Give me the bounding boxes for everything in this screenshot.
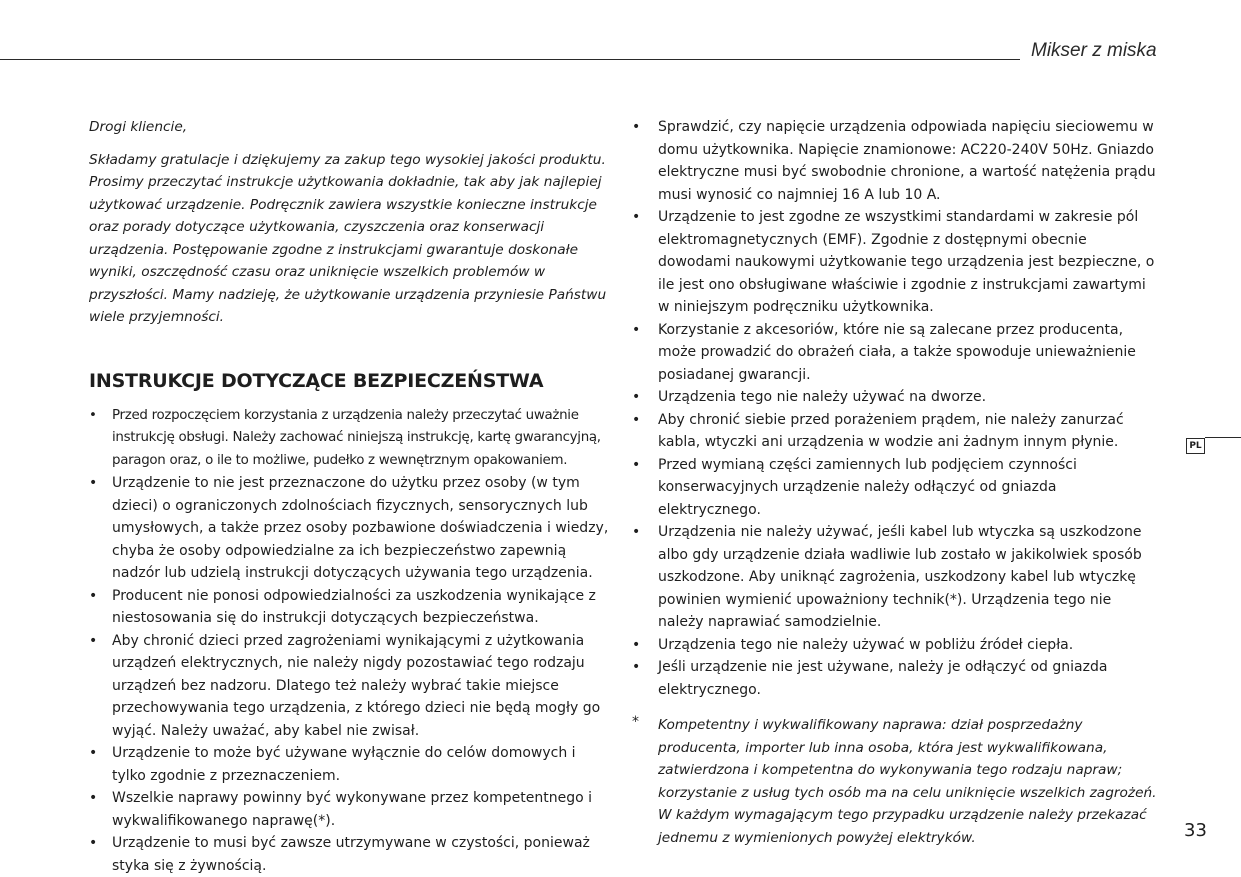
list-item: • Jeśli urządzenie nie jest używane, należy je odłączyć od gniazda elektrycznego.	[632, 656, 1157, 701]
section-title: INSTRUKCJE DOTYCZĄCE BEZPIECZEŃSTWA	[89, 370, 609, 392]
greeting: Drogi kliencie,	[89, 116, 609, 139]
list-item: • Urządzenia nie należy używać, jeśli kabel lub wtyczka są uszkodzone albo gdy urządzenie działa wadliwie lub zostało w jakikolwiek sposób uszkodzone. Aby uniknąć zagrożenia, uszkodzony kabel lub wtyczkę powinien wymienić upoważniony technik(*). Urządzenia tego nie należy naprawiać samodzielnie.	[632, 521, 1157, 634]
list-item: • Producent nie ponosi odpowiedzialności za uszkodzenia wynikające z niestosowania się do instrukcji dotyczących bezpieczeństwa.	[89, 585, 609, 630]
list-item: • Urządzenie to jest zgodne ze wszystkimi standardami w zakresie pól elektromagnetycznych (EMF). Zgodnie z dostępnymi obecnie dowodami naukowymi użytkowanie tego urządzenia jest bezpieczne, o ile jest ono obsługiwane właściwie i zgodnie z instrukcjami zawartymi w niniejszym podręczniku użytkownika.	[632, 206, 1157, 319]
list-item: • Aby chronić siebie przed porażeniem prądem, nie należy zanurzać kabla, wtyczki ani urządzenia w wodzie ani żadnym innym płynie.	[632, 409, 1157, 454]
list-item: • Urządzenie to nie jest przeznaczone do użytku przez osoby (w tym dzieci) o ograniczonych zdolnościach fizycznych, sensorycznych lub umysłowych, a także przez osoby pozbawione doświadczenia i wiedzy, chyba że osoby odpowiedzialne za ich bezpieczeństwo zapewnią nadzór lub udzielą instrukcji dotyczących używania tego urządzenia.	[89, 472, 609, 585]
list-item: • Sprawdzić, czy napięcie urządzenia odpowiada napięciu sieciowemu w domu użytkownika. Napięcie znamionowe: AC220-240V 50Hz. Gniazdo elektryczne musi być swobodnie chronione, a wartość natężenia prądu musi wynosić co najmniej 16 A lub 10 A.	[632, 116, 1157, 206]
footnote-text: Kompetentny i wykwalifikowany naprawa: dział posprzedażny producenta, importer lub inna osoba, która jest wykwalifikowana, zatwierdzona i kompetentna do wykonywania tego rodzaju napraw; korzystanie z usług tych osób ma na celu uniknięcie wszelkich zagrożeń. W każdym wymagającym tego przypadku urządzenie należy przekazać jednemu z wymienionych powyżej elektryków.	[658, 714, 1157, 849]
page-number: 33	[1184, 820, 1207, 841]
footnote-mark: *	[632, 714, 639, 730]
safety-list-left	[89, 405, 609, 877]
list-item: • Korzystanie z akcesoriów, które nie są zalecane przez producenta, może prowadzić do obrażeń ciała, a także spowoduje unieważnienie posiadanej gwarancji.	[632, 319, 1157, 387]
list-item: • Aby chronić dzieci przed zagrożeniami wynikającymi z użytkowania urządzeń elektrycznych, nie należy nigdy pozostawiać tego rodzaju urządzeń bez nadzoru. Dlatego też należy wybrać takie miejsce przechowywania tego urządzenia, z którego dzieci nie będą mogły go wyjąć. Należy uważać, aby kabel nie zwisał.	[89, 630, 609, 743]
list-item: • Urządzenia tego nie należy używać w pobliżu źródeł ciepła.	[632, 634, 1157, 657]
list-item: • Urządzenie to może być używane wyłącznie do celów domowych i tylko zgodnie z przeznaczeniem.	[89, 742, 609, 787]
left-column	[89, 116, 609, 877]
list-item: • Urządzenie to musi być zawsze utrzymywane w czystości, ponieważ styka się z żywnością.	[89, 832, 609, 877]
intro-paragraph: Składamy gratulacje i dziękujemy za zakup tego wysokiej jakości produktu. Prosimy przeczytać instrukcje użytkowania dokładnie, tak aby jak najlepiej użytkować urządzenie. Podręcznik zawiera wszystkie konieczne instrukcje oraz porady dotyczące użytkowania, czyszczenia oraz konserwacji urządzenia. Postępowanie zgodne z instrukcjami gwarantuje doskonałe wyniki, oszczędność czasu oraz uniknięcie wszelkich problemów w przyszłości. Mamy nadzieję, że użytkowanie urządzenia przyniesie Państwu wiele przyjemności.	[89, 149, 609, 329]
list-item: • Przed wymianą części zamiennych lub podjęciem czynności konserwacyjnych urządzenie należy odłączyć od gniazda elektrycznego.	[632, 454, 1157, 522]
right-column	[632, 116, 1157, 849]
safety-list-right	[632, 116, 1157, 701]
list-item: • Przed rozpoczęciem korzystania z urządzenia należy przeczytać uważnie instrukcję obsługi. Należy zachować niniejszą instrukcję, kartę gwarancyjną, paragon oraz, o ile to możliwe, pudełko z wewnętrznym opakowaniem.	[89, 405, 609, 473]
language-tab-rule	[1205, 437, 1241, 438]
footnote	[632, 714, 1157, 849]
header-rule	[0, 59, 1020, 60]
document-title: Mikser z miska	[1031, 40, 1157, 62]
list-item: • Urządzenia tego nie należy używać na dworze.	[632, 386, 1157, 409]
list-item: • Wszelkie naprawy powinny być wykonywane przez kompetentnego i wykwalifikowanego naprawę(*).	[89, 787, 609, 832]
language-tab: PL	[1186, 438, 1205, 454]
